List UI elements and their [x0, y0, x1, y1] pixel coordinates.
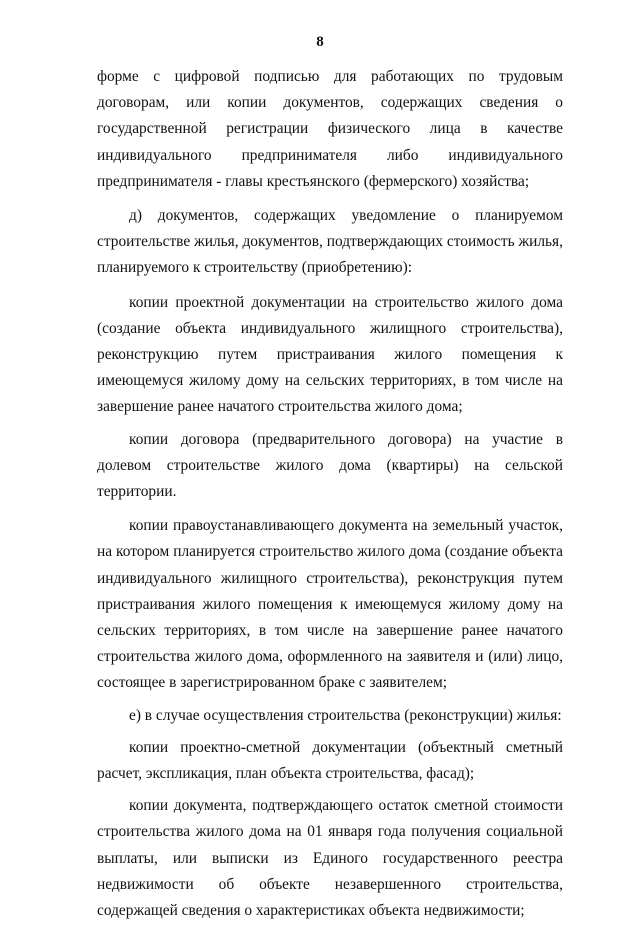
paragraph-item-e: е) в случае осуществления строительства (реконструкции) жилья: [129, 706, 562, 724]
paragraph-estimate-documentation: копии проектно-сметной документации (объектный сметный расчет, экспликация, план объекта строительства, фасад); [97, 738, 563, 783]
paragraph-item-d: д) документов, содержащих уведомление о планируемом строительстве жилья, документов, подтверждающих стоимость жилья, планируемого к строительству (приобретению): [97, 207, 563, 277]
paragraph-project-documentation: копии проектной документации на строительство жилого дома (создание объекта индивидуального жилищного строительства), реконструкцию путем пристраивания жилого помещения к имеющемуся жилому дому на сельских территориях, в том числе на завершение ранее начатого строительства жилого дома; [97, 293, 563, 416]
paragraph-shared-construction-contract: копии договора (предварительного договора) на участие в долевом строительстве жилого дома (квартиры) на сельской территории. [97, 430, 563, 501]
paragraph-continuation: форме с цифровой подписью для работающих по трудовым договорам, или копии документов, содержащих сведения о государственной регистрации физического лица в качестве индивидуального предпринимателя либо индивидуального предпринимателя - главы крестьянского (фермерского) хозяйства; [97, 68, 563, 190]
paragraph-land-title-document: копии правоустанавливающего документа на земельный участок, на котором планируется строительство жилого дома (создание объекта индивидуального жилищного строительства), реконструкция путем пристраивания жилого помещения к имеющемуся жилому дому на сельских территориях, в том числе на завершение ранее начатого строительства жилого дома, оформленного на заявителя и (или) лицо, состоящее в зарегистрированном браке с заявителем; [97, 517, 563, 692]
page-number: 8 [316, 34, 324, 50]
paragraph-remaining-cost-document: копии документа, подтверждающего остаток сметной стоимости строительства жилого дома на 01 января года получения социальной выплаты, или выписки из Единого государственного реестра недвижимости об объекте незавершенного строительства, содержащей сведения о характеристиках объекта недвижимости; [97, 797, 563, 920]
document-body [97, 64, 563, 930]
